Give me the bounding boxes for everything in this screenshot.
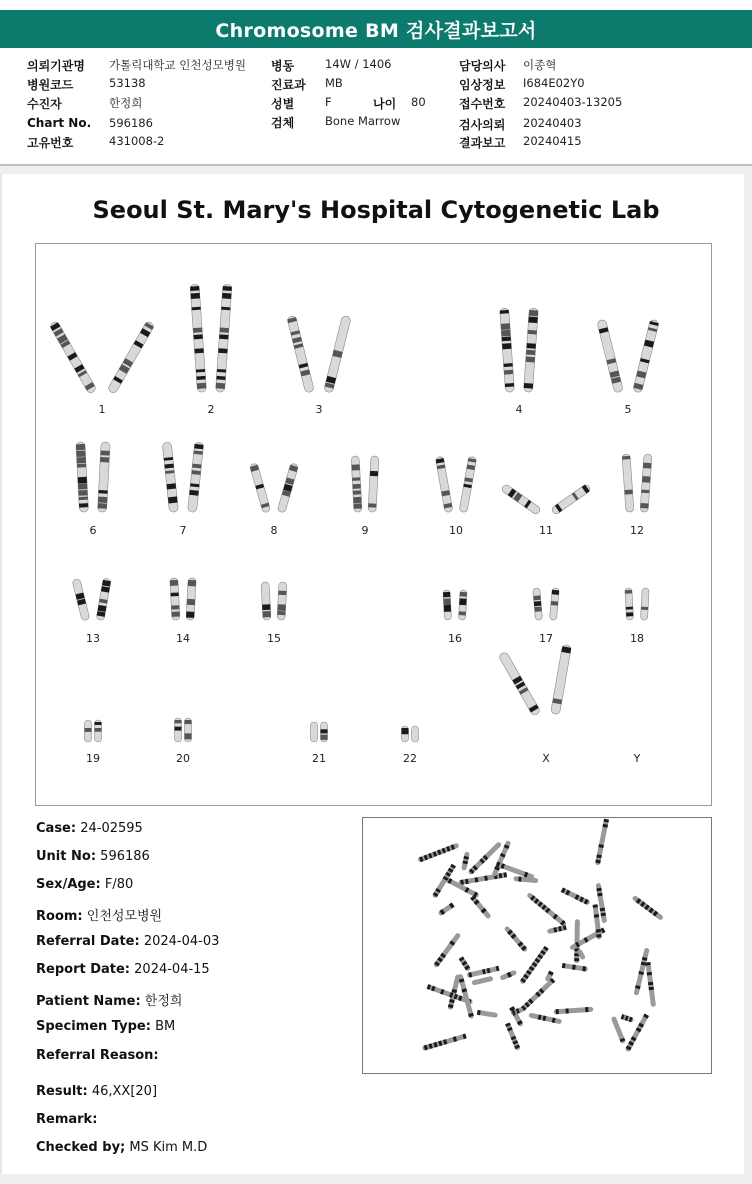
chromosome-label-8: 8 [270, 524, 278, 537]
patient-label: Patient Name: [36, 994, 141, 1009]
info-value: MB [325, 76, 343, 90]
chromosome-label-12: 12 [630, 524, 644, 537]
metaphase-chromosome [504, 925, 529, 952]
info-value: 한정희 [109, 96, 143, 110]
chromosome-label-1: 1 [98, 403, 106, 416]
patient-value: 한정희 [144, 994, 183, 1009]
chromosome-pair-18 [625, 588, 649, 620]
metaphase-chromosome [438, 902, 455, 916]
info-label: 담당의사 [459, 59, 506, 73]
info-label: 성별 [271, 97, 295, 111]
metaphase-chromosome [470, 895, 491, 919]
metaphase-chromosome [632, 895, 664, 921]
metaphase-chromosome [422, 1034, 467, 1051]
chromosome-pair-4 [500, 308, 539, 392]
info-value: F [325, 95, 332, 109]
chromosome-label-2: 2 [207, 403, 215, 416]
karyogram [35, 243, 712, 806]
report-label: Report Date: [36, 962, 131, 977]
chromosome-pair-8 [249, 463, 298, 513]
specimen-value: BM [155, 1019, 176, 1034]
room-value: 인천성모병원 [86, 909, 163, 924]
info-value: 14W / 1406 [325, 57, 392, 71]
specimen-type [36, 1019, 175, 1034]
metaphase-chromosome [505, 1022, 521, 1050]
metaphase-chromosome [595, 819, 609, 866]
chromosome-label-6: 6 [89, 524, 97, 537]
page-bottom-gap [0, 1174, 752, 1184]
metaphase-image [362, 817, 712, 1074]
chromosome-pair-2 [190, 284, 232, 392]
chromosome-label-3: 3 [315, 403, 323, 416]
patient-name [36, 990, 182, 1009]
chromosome-label-15: 15 [267, 632, 281, 645]
chromosome-pair-16 [443, 590, 467, 620]
info-value: 596186 [109, 116, 153, 130]
chromosome-pair-20 [175, 718, 192, 742]
metaphase-chromosome [621, 1014, 635, 1023]
remark [36, 1112, 97, 1127]
metaphase-chromosome [519, 978, 555, 1012]
chromosome-label-4: 4 [515, 403, 523, 416]
chromosome-pair-22 [402, 726, 419, 742]
metaphase-chromosome [561, 887, 591, 905]
case-number [36, 821, 143, 836]
patient-info-table [0, 52, 752, 164]
chromosome-label-20: 20 [176, 752, 190, 765]
info-label: 임상정보 [459, 78, 506, 92]
result [36, 1084, 157, 1099]
info-value: 431008-2 [109, 134, 165, 148]
info-label: 결과보고 [459, 136, 506, 150]
chromosome-label-10: 10 [449, 524, 463, 537]
report-value: 2024-04-15 [134, 962, 210, 977]
info-value: I684E02Y0 [523, 76, 585, 90]
chromosome-pair-9 [351, 456, 379, 512]
info-label: 병동 [271, 59, 295, 73]
report-title-text: Chromosome BM 검사결과보고서 [215, 19, 537, 42]
chromosome-label-19: 19 [86, 752, 100, 765]
chromosome-label-14: 14 [176, 632, 190, 645]
chromosome-pair-21 [311, 722, 328, 742]
chromosome-pair-1 [49, 320, 155, 394]
chromosome-label-11: 11 [539, 524, 553, 537]
metaphase-chromosome [458, 872, 507, 885]
metaphase-chromosome [417, 843, 459, 863]
info-value: 80 [411, 95, 426, 109]
chromosome-pair-7 [162, 442, 204, 513]
info-label: 수진자 [27, 97, 62, 111]
chromosome-label-Y: Y [633, 752, 641, 765]
chromosome-pair-14 [170, 578, 196, 620]
checked-value: MS Kim M.D [129, 1140, 208, 1155]
chromosome-label-18: 18 [630, 632, 644, 645]
info-value: Bone Marrow [325, 114, 401, 128]
result-label: Result: [36, 1084, 88, 1099]
page-gap [0, 166, 752, 174]
info-label: 접수번호 [459, 97, 506, 111]
chromosome-label-5: 5 [624, 403, 632, 416]
chromosome-pair-15 [261, 582, 287, 620]
chromosome-label-13: 13 [86, 632, 100, 645]
info-label: 진료과 [271, 78, 306, 92]
chromosome-pair-11 [501, 483, 592, 515]
unit-number [36, 849, 150, 864]
referral-reason [36, 1048, 159, 1063]
report-title [0, 10, 752, 48]
info-value: 20240403 [523, 116, 582, 130]
metaphase-chromosome [467, 966, 500, 978]
chromosome-pair-5 [597, 319, 660, 393]
info-label: 검체 [271, 116, 295, 130]
metaphase-chromosome [433, 932, 461, 968]
unit-label: Unit No: [36, 849, 97, 864]
metaphase-chromosome [554, 1007, 594, 1015]
checked-label: Checked by; [36, 1140, 126, 1155]
referral-value: 2024-04-03 [143, 934, 220, 949]
checked-by [36, 1140, 207, 1155]
info-value: 20240403-13205 [523, 95, 623, 109]
info-value: 가톨릭대학교 인천성모병원 [109, 58, 246, 72]
chromosome-pair-3 [287, 315, 351, 393]
metaphase-chromosome [499, 970, 517, 981]
referral-date [36, 934, 219, 949]
info-value: 이종혁 [523, 58, 557, 72]
unit-value: 596186 [100, 849, 150, 864]
sex-age [36, 877, 133, 892]
metaphase-chromosome [611, 1016, 626, 1044]
metaphase-chromosome [477, 1010, 498, 1018]
case-value: 24-02595 [80, 821, 143, 836]
metaphase-spread [363, 818, 711, 1073]
reason-label: Referral Reason: [36, 1048, 159, 1063]
room [36, 905, 162, 924]
chromosome-pair-12 [622, 454, 652, 512]
chromosome-label-21: 21 [312, 752, 326, 765]
result-value: 46,XX[20] [91, 1084, 158, 1099]
info-label: 병원코드 [27, 78, 74, 92]
lab-title: Seoul St. Mary's Hospital Cytogenetic Lab [92, 196, 660, 224]
info-label: 의뢰기관명 [27, 59, 85, 73]
info-label: 고유번호 [27, 136, 74, 150]
chromosome-pair-19 [85, 720, 102, 742]
info-label: 나이 [373, 97, 397, 111]
metaphase-chromosome [459, 956, 472, 972]
metaphase-chromosome [471, 976, 493, 986]
metaphase-chromosome [645, 962, 656, 1007]
case-label: Case: [36, 821, 77, 836]
chromosome-pair-6 [76, 442, 110, 512]
metaphase-chromosome [528, 1012, 562, 1024]
chromosome-label-22: 22 [403, 752, 417, 765]
karyogram-svg [36, 244, 711, 805]
info-label: Chart No. [27, 116, 92, 130]
metaphase-chromosome [526, 892, 567, 927]
referral-label: Referral Date: [36, 934, 140, 949]
chromosome-pair-X [498, 644, 571, 716]
chromosome-pair-17 [533, 588, 560, 620]
chromosome-label-7: 7 [179, 524, 187, 537]
specimen-label: Specimen Type: [36, 1019, 151, 1034]
info-label: 검사의뢰 [459, 118, 506, 132]
info-value: 20240415 [523, 134, 582, 148]
metaphase-chromosome [461, 851, 470, 870]
chromosome-label-X: X [542, 752, 550, 765]
chromosome-label-17: 17 [539, 632, 553, 645]
info-value: 53138 [109, 76, 146, 90]
sexage-value: F/80 [104, 877, 134, 892]
report-date [36, 962, 210, 977]
metaphase-chromosome [519, 946, 549, 985]
remark-label: Remark: [36, 1112, 98, 1127]
metaphase-chromosome [562, 963, 588, 972]
chromosome-label-9: 9 [361, 524, 369, 537]
sexage-label: Sex/Age: [36, 877, 101, 892]
chromosome-pair-10 [435, 456, 476, 513]
metaphase-chromosome [547, 925, 567, 934]
room-label: Room: [36, 909, 83, 924]
chromosome-label-16: 16 [448, 632, 462, 645]
chromosome-pair-13 [72, 578, 111, 621]
